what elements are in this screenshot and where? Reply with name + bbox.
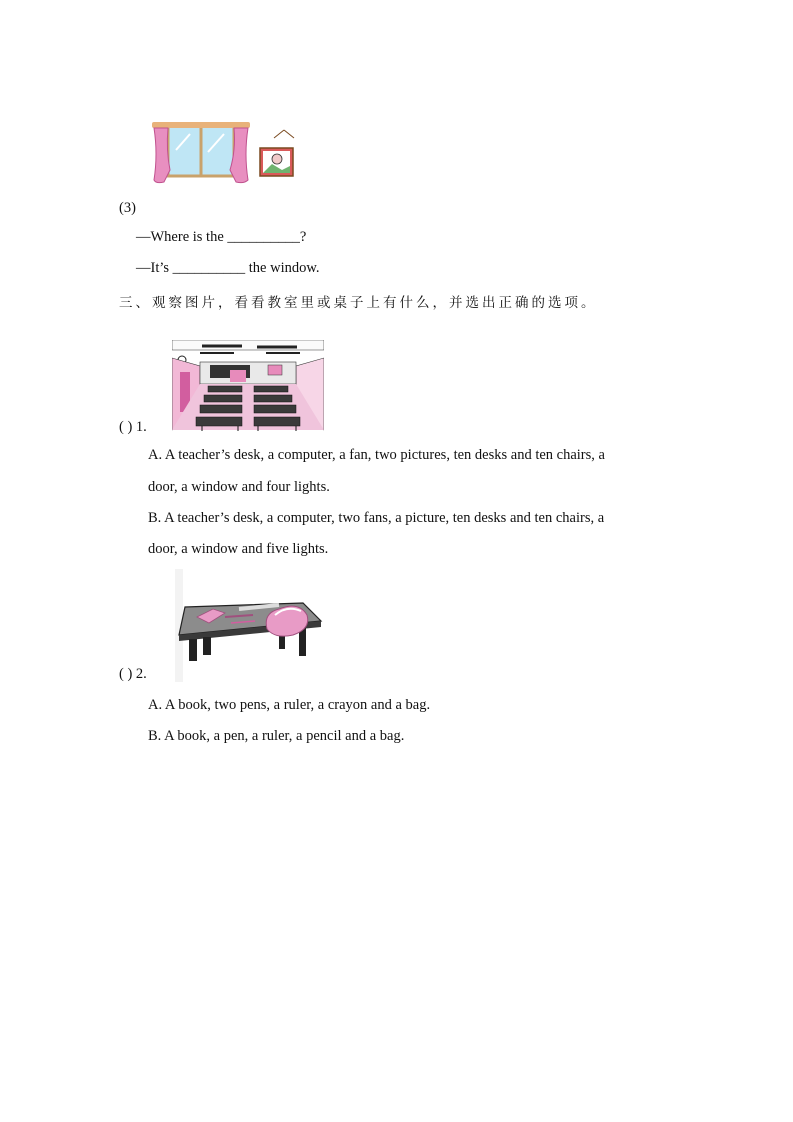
question-1-option-a-line-2: door, a window and four lights. bbox=[148, 479, 330, 495]
question-2-prefix: ( ) 2. bbox=[119, 666, 147, 682]
question-2-option-a: A. A book, two pens, a ruler, a crayon and a bag. bbox=[148, 697, 431, 713]
question-3-number: (3) bbox=[119, 200, 136, 216]
question-1-option-b-line-2: door, a window and five lights. bbox=[148, 541, 329, 557]
question-3-line-1: —Where is the __________? bbox=[136, 229, 307, 245]
section-3-heading: 三、观察图片，看看教室里或桌子上有什么，并选出正确的选项。 bbox=[119, 295, 598, 311]
classroom-illustration bbox=[172, 340, 324, 431]
question-1-option-a-line-1: A. A teacher’s desk, a computer, a fan, two pictures, ten desks and ten chairs, a bbox=[148, 447, 605, 463]
question-1-prefix: ( ) 1. bbox=[119, 419, 147, 435]
window-picture-illustration bbox=[150, 120, 296, 186]
question-3-line-2: —It’s __________ the window. bbox=[136, 260, 320, 276]
question-2-option-b: B. A book, a pen, a ruler, a pencil and a bag. bbox=[148, 728, 405, 744]
desk-illustration bbox=[175, 569, 327, 682]
question-1-option-b-line-1: B. A teacher’s desk, a computer, two fans, a picture, ten desks and ten chairs, a bbox=[148, 510, 605, 526]
